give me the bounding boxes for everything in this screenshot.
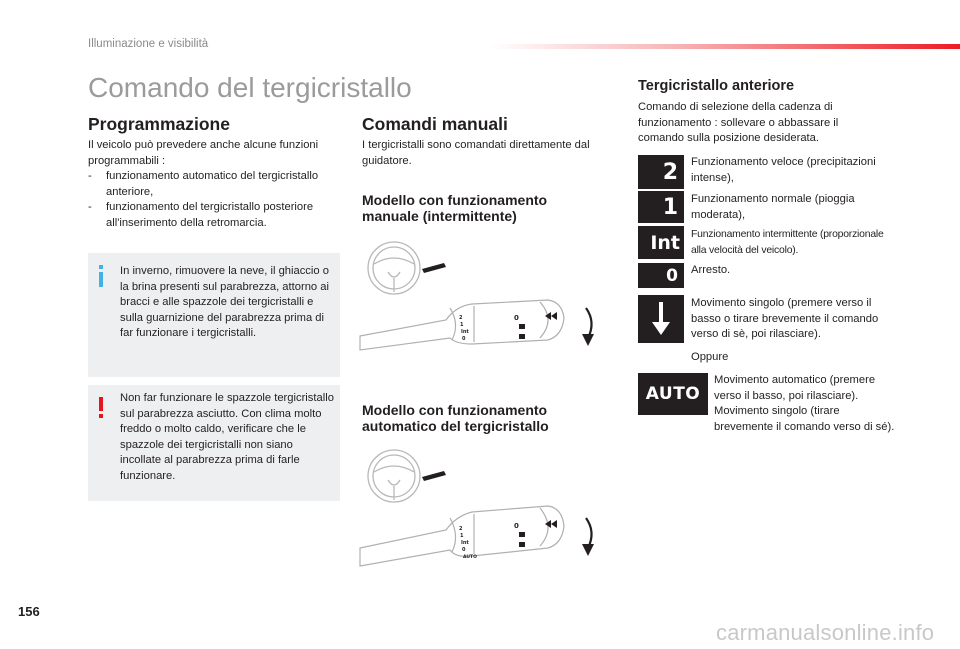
stalk-label-2: 2: [459, 526, 463, 532]
tergicristallo-heading: Tergicristallo anteriore: [638, 78, 795, 94]
key-auto: AUTO: [638, 373, 708, 415]
stalk-label-0: 0: [462, 547, 466, 553]
arrow-down-icon: [582, 544, 594, 556]
stalk-illustration-auto: [360, 446, 600, 581]
section-header: Illuminazione e visibilità: [88, 38, 209, 50]
programmazione-heading: Programmazione: [88, 114, 230, 134]
stalk-label-0b: 0: [514, 522, 519, 530]
key-2-desc: Funzionamento veloce (precipitazioni intense),: [691, 156, 876, 184]
key-single-wipe-desc: Movimento singolo (premere verso il basso o tirare brevemente il comando verso di sè, poi rilasciare).: [691, 297, 879, 340]
key-auto-desc: Movimento automatico (premere verso il basso, poi rilasciare). Movimento singolo (tirare brevemente il comando verso di sé).: [714, 374, 895, 433]
programmazione-list: [88, 169, 340, 231]
model-auto-heading: [362, 402, 612, 434]
page-title: Comando del tergicristallo: [88, 72, 412, 103]
key-0-desc: Arresto.: [691, 264, 731, 276]
warning-icon: [99, 397, 103, 411]
programmazione-body: [88, 138, 340, 231]
stalk-label-int: Int: [461, 329, 469, 335]
rear-wiper-icon: [519, 324, 525, 329]
header-accent-bar: [490, 44, 960, 49]
key-2: 2: [638, 155, 684, 189]
model-auto-line1: Modello con funzionamento: [362, 402, 548, 418]
stalk-label-0b: 0: [514, 314, 519, 322]
stalk-label-0: 0: [462, 336, 466, 342]
warning-note-text: Non far funzionare le spazzole tergicristallo sul parabrezza asciutto. Con clima molto freddo o molto caldo, verificare che le spazzole dei tergicristalli non siano incollate al parabrezza prima di farle funzionare.: [120, 392, 334, 482]
stalk-label-1: 1: [460, 322, 464, 328]
washer-icon: [519, 334, 525, 339]
stalk-label-2: 2: [459, 315, 463, 321]
rear-wiper-icon: [519, 532, 525, 537]
info-note: [88, 253, 340, 377]
key-int: Int: [638, 226, 684, 259]
key-0: 0: [638, 263, 684, 288]
key-int-desc: Funzionamento intermittente (proporzionale alla velocità del veicolo).: [691, 229, 884, 256]
model-auto-line2: automatico del tergicristallo: [362, 418, 549, 434]
arrow-down-icon: [582, 334, 594, 346]
info-icon: [99, 265, 103, 269]
key-single-wipe: [638, 295, 684, 343]
tergicristallo-intro: Comando di selezione della cadenza di funzionamento : sollevare o abbassare il comando sulla posizione desiderata.: [638, 101, 839, 144]
key-1-desc: Funzionamento normale (pioggia moderata),: [691, 193, 855, 221]
stalk-label-auto: AUTO: [463, 555, 477, 560]
warning-note: [88, 385, 340, 501]
stalk-label-int: Int: [461, 540, 469, 546]
list-item: - funzionamento automatico del tergicristallo anteriore,: [88, 169, 340, 200]
info-icon-stem: [99, 272, 103, 287]
watermark: carmanualsonline.info: [716, 620, 935, 645]
page-number: 156: [18, 604, 40, 619]
model-manual-line1: Modello con funzionamento: [362, 192, 548, 208]
warning-icon-dot: [99, 414, 103, 418]
list-item: - funzionamento del tergicristallo posteriore all'inserimento della retromarcia.: [88, 200, 340, 231]
comandi-text: I tergicristalli sono comandati direttamente dal guidatore.: [362, 139, 590, 167]
programmazione-intro: Il veicolo può prevedere anche alcune funzioni programmabili :: [88, 139, 319, 167]
comandi-heading: Comandi manuali: [362, 114, 508, 134]
model-manual-line2: manuale (intermittente): [362, 208, 517, 224]
stalk-illustration-manual: [360, 238, 600, 373]
oppure-label: Oppure: [691, 351, 729, 363]
arrow-down-icon: [651, 302, 671, 336]
stalk-label-1: 1: [460, 533, 464, 539]
key-1: 1: [638, 191, 684, 223]
info-note-text: In inverno, rimuovere la neve, il ghiaccio o la brina presenti sul parabrezza, attorno ai bracci e alle spazzole dei tergicristalli e sulla guarnizione del parabrezza prima di far funzionare i tergicristalli.: [120, 265, 329, 339]
washer-icon: [519, 542, 525, 547]
model-manual-heading: [362, 192, 612, 224]
